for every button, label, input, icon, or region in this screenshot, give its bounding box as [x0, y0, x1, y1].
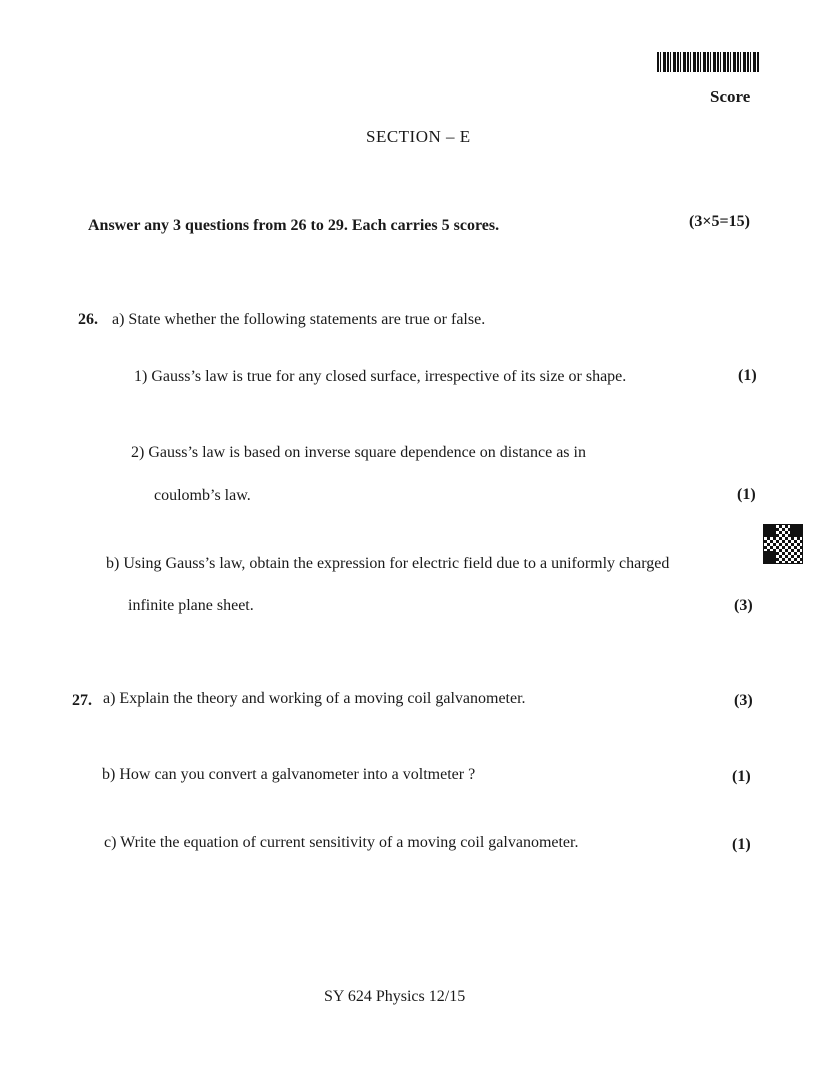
q26-part-a: a) State whether the following statements are true or false. [112, 311, 486, 328]
q26-statement-2-line-2: coulomb’s law. [154, 487, 251, 504]
q27-part-a: a) Explain the theory and working of a moving coil galvanometer. [103, 690, 526, 707]
instruction-marks: (3×5=15) [689, 213, 750, 230]
q27-part-a-marks: (3) [734, 692, 753, 709]
page-footer: SY 624 Physics 12/15 [324, 988, 466, 1005]
section-title: SECTION – E [366, 127, 471, 146]
q26-statement-1: 1) Gauss’s law is true for any closed surface, irrespective of its size or shape. [134, 368, 627, 385]
qr-code [763, 524, 803, 564]
q26-part-b-line-1: b) Using Gauss’s law, obtain the expression for electric field due to a uniformly charged [106, 555, 670, 572]
instruction-text: Answer any 3 questions from 26 to 29. Each carries 5 scores. [88, 217, 500, 234]
q26-statement-2-marks: (1) [737, 486, 756, 503]
q26-statement-1-marks: (1) [738, 367, 757, 384]
q27-part-b-marks: (1) [732, 768, 751, 785]
q27-part-c: c) Write the equation of current sensitivity of a moving coil galvanometer. [104, 834, 579, 851]
q27-part-b: b) How can you convert a galvanometer into a voltmeter ? [102, 766, 476, 783]
q26-part-b-line-2: infinite plane sheet. [128, 597, 254, 614]
q26-part-b-marks: (3) [734, 597, 753, 614]
score-label: Score [710, 87, 751, 106]
question-number-26: 26. [78, 311, 98, 328]
q26-statement-2-line-1: 2) Gauss’s law is based on inverse square dependence on distance as in [131, 444, 586, 461]
q27-part-c-marks: (1) [732, 836, 751, 853]
question-number-27: 27. [72, 692, 92, 709]
barcode [657, 52, 759, 72]
